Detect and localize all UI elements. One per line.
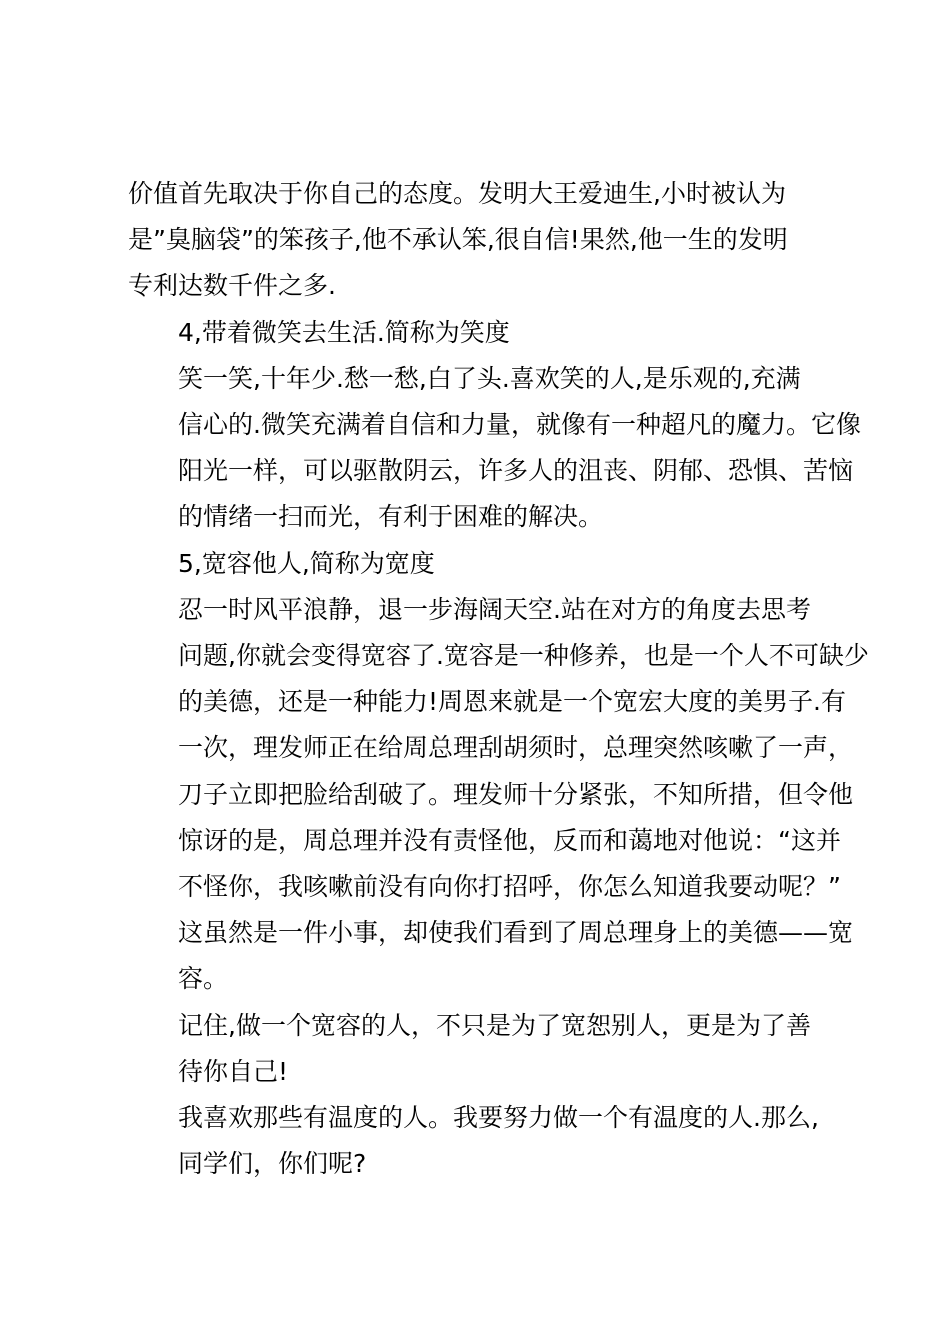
section-heading-4 [128, 310, 832, 356]
text-line: 待你自己! [178, 1056, 289, 1086]
text-line: 信心的.微笑充满着自信和力量，就像有一种超凡的魔力。它像 [178, 410, 861, 440]
text-line: 不怪你，我咳嗽前没有向你打招呼，你怎么知道我要动呢？” [178, 872, 841, 902]
document-page [128, 171, 869, 1187]
heading-text: 4,带着微笑去生活.简称为笑度 [178, 317, 510, 347]
text-line: 忍一时风平浪静，退一步海阔天空.站在对方的角度去思考 [178, 594, 811, 624]
text-line: 价值首先取决于你自己的态度。发明大王爱迪生,小时被认为 [128, 179, 786, 208]
paragraph-closing [128, 1095, 832, 1187]
paragraph-continuation [128, 171, 832, 310]
text-line: 记住,做一个宽容的人，不只是为了宽恕别人，更是为了善 [178, 1010, 811, 1040]
text-line: 同学们，你们呢? [178, 1149, 367, 1179]
text-line: 的美德，还是一种能力!周恩来就是一个宽宏大度的美男子.有 [178, 687, 846, 717]
paragraph-remember [128, 1003, 832, 1095]
text-line: 容。 [178, 964, 229, 994]
paragraph-smile [128, 356, 861, 541]
text-line: 这虽然是一件小事，却使我们看到了周总理身上的美德——宽 [178, 918, 854, 948]
text-line: 问题,你就会变得宽容了.宽容是一种修养，也是一个人不可缺少 [178, 641, 869, 671]
heading-text: 5,宽容他人,简称为宽度 [178, 548, 435, 578]
text-line: 刀子立即把脸给刮破了。理发师十分紧张，不知所措，但令他 [178, 779, 854, 809]
paragraph-tolerance [128, 587, 869, 1003]
text-line: 的情绪一扫而光，有利于困难的解决。 [178, 502, 604, 532]
text-line: 我喜欢那些有温度的人。我要努力做一个有温度的人.那么, [178, 1103, 819, 1133]
text-line: 是”臭脑袋”的笨孩子,他不承认笨,很自信!果然,他一生的发明 [128, 225, 788, 255]
text-line: 专利达数千件之多. [128, 271, 336, 301]
text-line: 惊讶的是，周总理并没有责怪他，反而和蔼地对他说：“这并 [178, 825, 841, 855]
text-line: 一次，理发师正在给周总理刮胡须时，总理突然咳嗽了一声， [178, 733, 854, 763]
section-heading-5 [128, 541, 832, 587]
text-line: 笑一笑,十年少.愁一愁,白了头.喜欢笑的人,是乐观的,充满 [178, 363, 801, 393]
text-line: 阳光一样，可以驱散阴云，许多人的沮丧、阴郁、恐惧、苦恼 [178, 456, 854, 486]
